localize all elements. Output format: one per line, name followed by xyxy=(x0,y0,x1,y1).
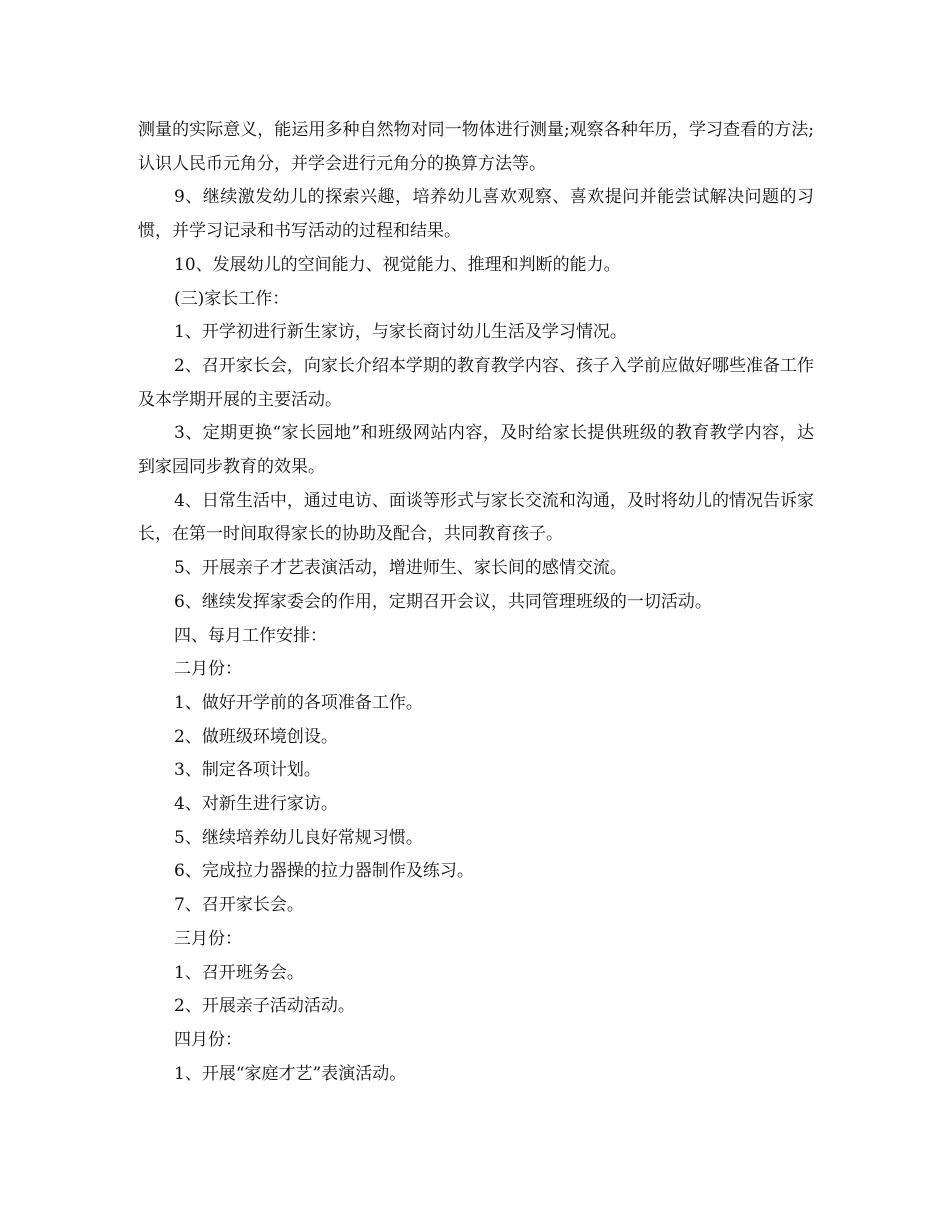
paragraph-parent-5: 5、开展亲子才艺表演活动，增进师生、家长间的感情交流。 xyxy=(174,558,627,579)
section-heading-monthly-plan: 四、每月工作安排： xyxy=(174,625,327,646)
paragraph-parent-3: 3、定期更换“家长园地”和班级网站内容，及时给家长提供班级的教育教学内容，达到家园同步教育的效果。 xyxy=(138,423,814,478)
list-item-february-1: 1、做好开学前的各项准备工作。 xyxy=(174,692,423,713)
paragraph-measurement-continued: 测量的实际意义，能运用多种自然物对同一物体进行测量;观察各种年历，学习查看的方法;认识人民币元角分，并学会进行元角分的换算方法等。 xyxy=(138,120,814,174)
month-heading-february: 二月份： xyxy=(174,659,242,680)
list-item-february-6: 6、完成拉力器操的拉力器制作及练习。 xyxy=(174,861,474,882)
paragraph-goal-9: 9、继续激发幼儿的探索兴趣，培养幼儿喜欢观察、喜欢提问并能尝试解决问题的习惯，并学习记录和书写活动的过程和结果。 xyxy=(138,187,814,242)
list-item-february-5: 5、继续培养幼儿良好常规习惯。 xyxy=(174,827,423,848)
list-item-february-2: 2、做班级环境创设。 xyxy=(174,726,338,747)
paragraph-parent-6: 6、继续发挥家委会的作用，定期召开会议，共同管理班级的一切活动。 xyxy=(174,591,712,612)
document-body xyxy=(138,114,814,1091)
list-item-february-4: 4、对新生进行家访。 xyxy=(174,794,338,815)
list-item-march-1: 1、召开班务会。 xyxy=(174,962,304,983)
month-heading-april: 四月份： xyxy=(174,1029,242,1050)
paragraph-goal-10: 10、发展幼儿的空间能力、视觉能力、推理和判断的能力。 xyxy=(174,254,621,275)
month-heading-march: 三月份： xyxy=(174,928,242,949)
list-item-march-2: 2、开展亲子活动活动。 xyxy=(174,996,355,1017)
list-item-april-1: 1、开展“家庭才艺”表演活动。 xyxy=(174,1063,407,1084)
list-item-february-7: 7、召开家长会。 xyxy=(174,895,304,916)
list-item-february-3: 3、制定各项计划。 xyxy=(174,760,321,781)
paragraph-parent-4: 4、日常生活中，通过电访、面谈等形式与家长交流和沟通，及时将幼儿的情况告诉家长，在第一时间取得家长的协助及配合，共同教育孩子。 xyxy=(138,490,814,545)
paragraph-parent-1: 1、开学初进行新生家访，与家长商讨幼儿生活及学习情况。 xyxy=(174,322,627,343)
paragraph-parent-2: 2、召开家长会，向家长介绍本学期的教育教学内容、孩子入学前应做好哪些准备工作及本学期开展的主要活动。 xyxy=(138,355,814,410)
section-heading-parent-work: (三)家长工作： xyxy=(174,288,290,309)
